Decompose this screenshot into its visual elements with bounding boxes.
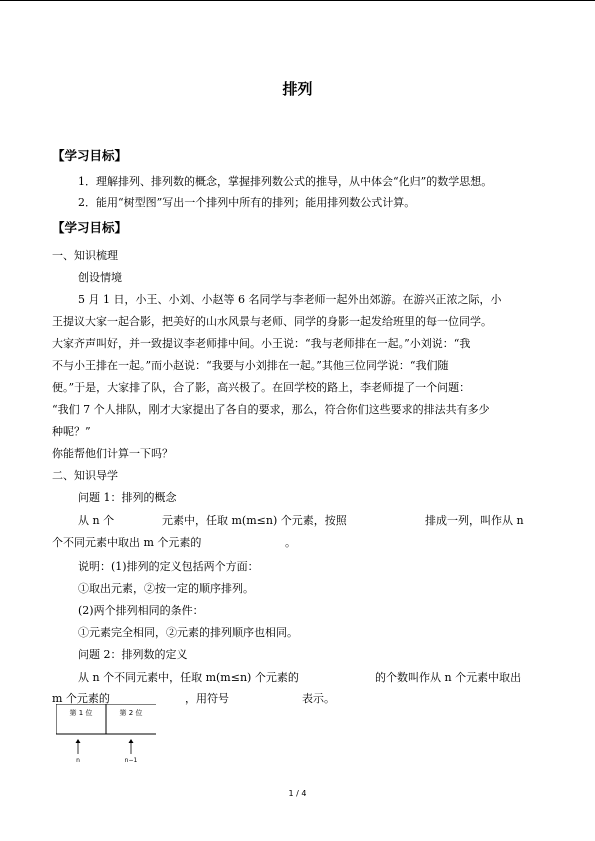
- question-2-heading: 问题 2：排列数的定义: [78, 648, 188, 661]
- paragraph-line: “我们 7 个人排队，刚才大家提出了各自的要求，那么，符合你们这些要求的排法共有多少: [52, 403, 490, 416]
- page-title: 排列: [282, 80, 313, 98]
- page-top-rule: [0, 0, 595, 1]
- goal-item-2: 2．能用“树型图”写出一个排列中所有的排列；能用排列数公式计算。: [78, 196, 416, 209]
- note-line: (2)两个排列相同的条件：: [78, 604, 204, 617]
- diagram-arrowhead-1: [76, 739, 81, 743]
- definition-text: 。: [285, 536, 296, 549]
- paragraph-line: 种呢？”: [52, 425, 91, 438]
- section-heading-goals-2: 【学习目标】: [52, 220, 128, 235]
- paragraph-line: 大家齐声叫好，并一致提议李老师排中间。小王说：“我与老师排在一起。”小刘说：“我: [52, 337, 471, 350]
- paragraph-line: 不与小王排在一起。”而小赵说：“我要与小刘排在一起。”其他三位同学说：“我们随: [52, 359, 449, 372]
- note-line: ①元素完全相同，②元素的排列顺序也相同。: [78, 626, 298, 639]
- definition-text: ，用符号: [185, 692, 229, 705]
- section-knowledge-review: 一、知识梳理: [52, 249, 118, 262]
- definition-text: 表示。: [302, 692, 335, 705]
- page-number: 1 / 4: [288, 789, 307, 798]
- definition-text: 的个数叫作从 n 个元素中取出: [375, 671, 522, 684]
- definition-text: 排成一列，叫作从 n: [425, 514, 524, 527]
- paragraph-line: 王提议大家一起合影，把美好的山水风景与老师、同学的身影一起发给班里的每一位同学。: [52, 315, 492, 328]
- diagram-label-n: n: [76, 757, 80, 764]
- definition-text: 从 n 个: [78, 514, 115, 527]
- paragraph-line: 5 月 1 日，小王、小刘、小赵等 6 名同学与李老师一起外出郊游。在游兴正浓之际，小: [78, 293, 502, 306]
- diagram-arrowhead-2: [129, 739, 134, 743]
- paragraph-line: 便。”于是，大家排了队，合了影，高兴极了。在回学校的路上，李老师提了一个问题：: [52, 381, 471, 394]
- section-heading-goals: 【学习目标】: [52, 148, 128, 163]
- definition-text: 个不同元素中取出 m 个元素的: [52, 536, 202, 549]
- diagram-box-2-label: 第 2 位: [119, 709, 143, 717]
- diagram-label-n-minus-1: n−1: [124, 757, 138, 764]
- position-diagram: [56, 704, 166, 764]
- note-line: ①取出元素，②按一定的顺序排列。: [78, 582, 254, 595]
- subheading-scenario: 创设情境: [78, 271, 122, 284]
- goal-item-1: 1．理解排列、排列数的概念，掌握排列数公式的推导，从中体会“化归”的数学思想。: [78, 175, 493, 188]
- definition-text: 元素中，任取 m(m≤n) 个元素，按照: [162, 514, 347, 527]
- diagram-box-1-label: 第 1 位: [69, 709, 93, 717]
- question-1-heading: 问题 1：排列的概念: [78, 491, 177, 504]
- section-knowledge-guide: 二、知识导学: [52, 469, 118, 482]
- note-line: 说明：(1)排列的定义包括两个方面：: [78, 560, 259, 573]
- question-line: 你能帮他们计算一下吗？: [52, 447, 173, 460]
- definition-text: m 个元素的: [52, 692, 110, 705]
- definition-text: 从 n 个不同元素中，任取 m(m≤n) 个元素的: [78, 671, 299, 684]
